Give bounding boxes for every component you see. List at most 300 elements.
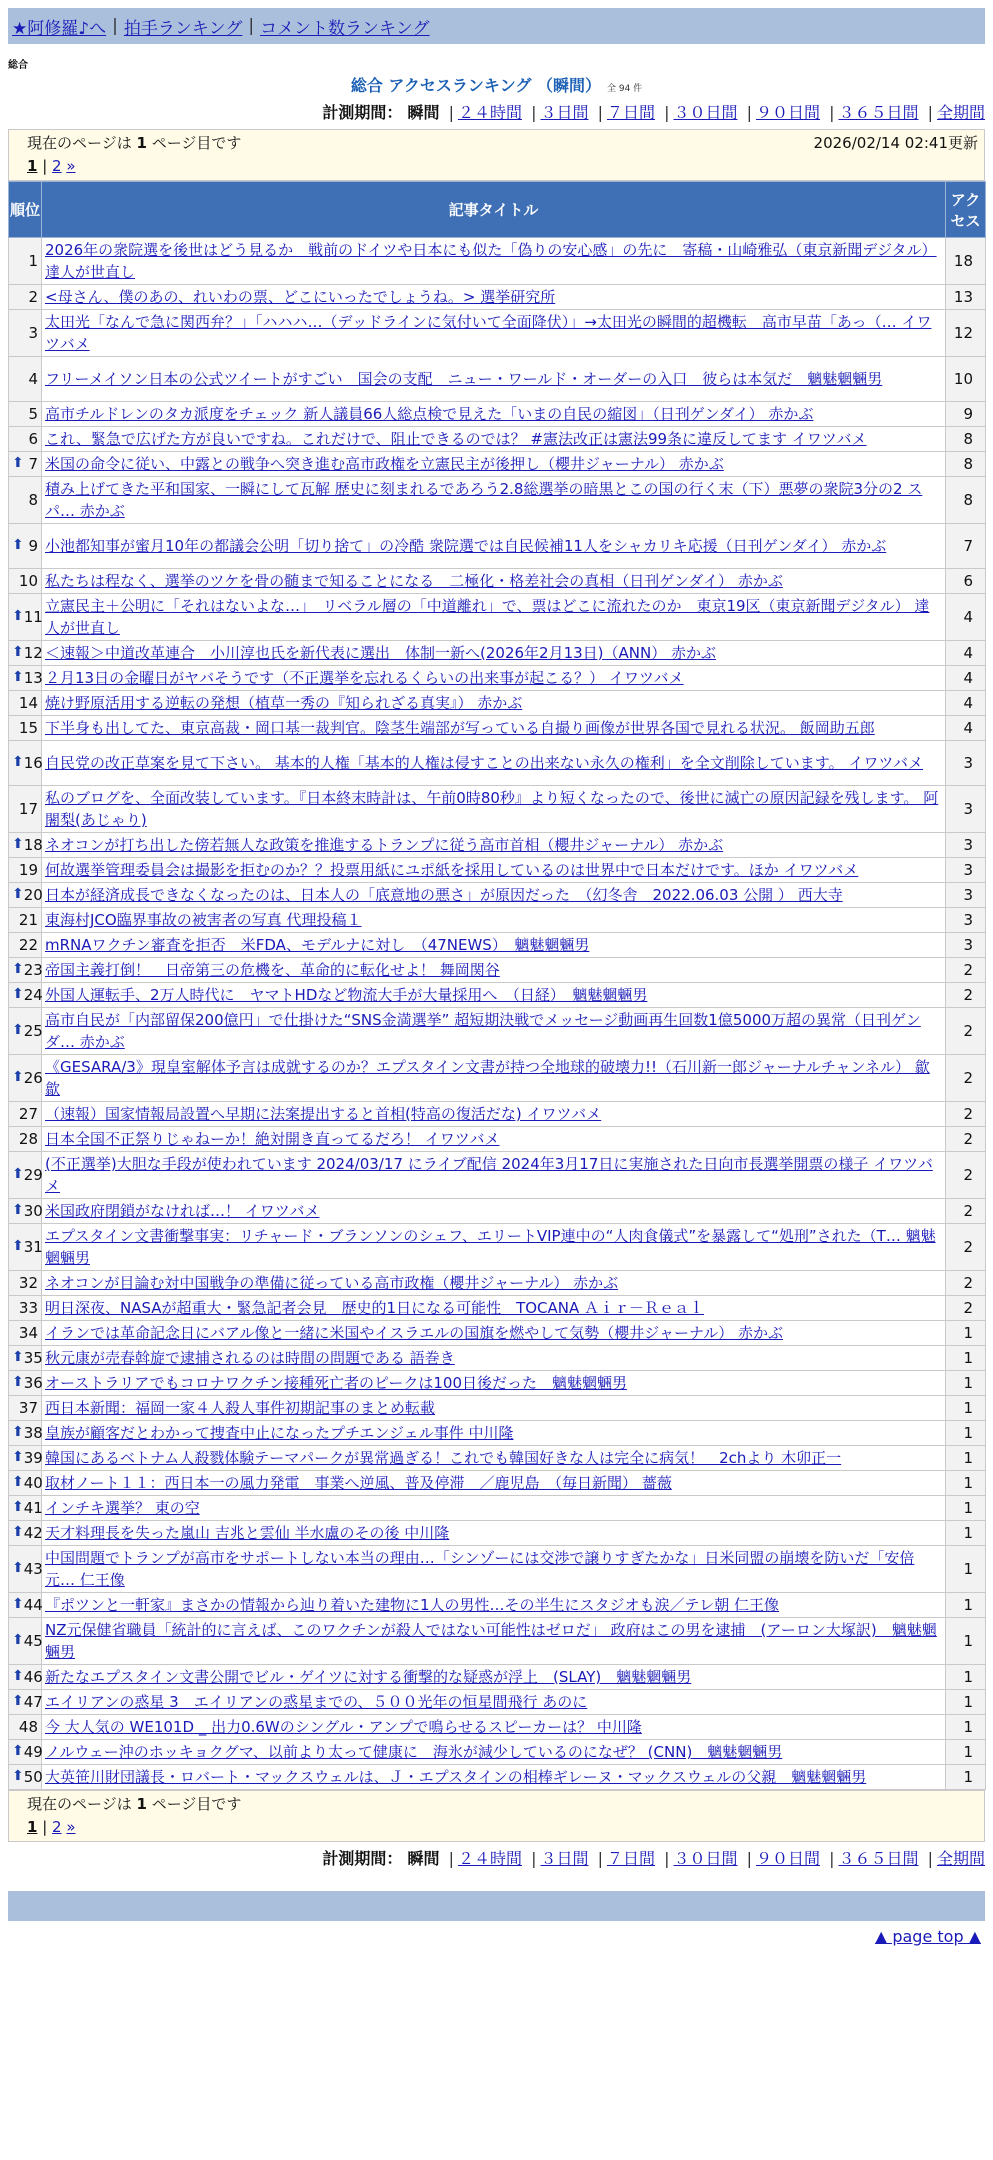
table-row bbox=[9, 285, 986, 310]
rank-number: 28 bbox=[18, 1130, 38, 1148]
table-row bbox=[9, 1421, 986, 1446]
rank-number: 39 bbox=[23, 1449, 43, 1467]
rank-up-arrow-icon: ⬆ bbox=[12, 1238, 24, 1254]
table-row bbox=[9, 594, 986, 641]
pager-bottom: 1 | 2 » bbox=[27, 1818, 76, 1836]
rank-number: 10 bbox=[18, 572, 38, 590]
article-title-link[interactable]: ノルウェー沖のホッキョクグマ、以前より太って健康に 海氷が減少しているのになぜ？ (CNN) 魑魅魍魎男 bbox=[45, 1743, 783, 1761]
rank-up-arrow-icon: ⬆ bbox=[12, 886, 24, 902]
rank-number: 12 bbox=[23, 644, 43, 662]
article-title-link[interactable]: ネオコンが打ち出した傍若無人な政策を推進するトランプに従う高市首相（櫻井ジャーナル） 赤かぶ bbox=[45, 836, 724, 854]
page-info-top bbox=[8, 129, 985, 181]
rank-number: 7 bbox=[28, 455, 38, 473]
table-row bbox=[9, 1055, 986, 1102]
period-24h-link[interactable]: ２４時間 bbox=[457, 103, 522, 122]
nav-separator: | bbox=[248, 16, 255, 36]
access-count: 1 bbox=[946, 1321, 986, 1346]
access-count: 4 bbox=[946, 666, 986, 691]
rank-cell bbox=[9, 1446, 42, 1471]
title-cell bbox=[42, 908, 946, 933]
table-row bbox=[9, 883, 986, 908]
access-count: 1 bbox=[946, 1346, 986, 1371]
title-cell bbox=[42, 1765, 946, 1790]
access-count: 9 bbox=[946, 402, 986, 427]
title-cell bbox=[42, 858, 946, 883]
period-30d-link[interactable]: ３０日間 bbox=[673, 103, 738, 122]
rank-up-arrow-icon: ⬆ bbox=[12, 836, 24, 852]
article-title-link[interactable]: 米国の命令に従い、中露との戦争へ突き進む高市政権を立憲民主が後押し（櫻井ジャーナル） 赤かぶ bbox=[45, 455, 724, 473]
title-cell bbox=[42, 357, 946, 402]
rank-up-arrow-icon: ⬆ bbox=[12, 1596, 24, 1612]
category-label: 総合 bbox=[8, 60, 28, 71]
table-row bbox=[9, 1396, 986, 1421]
article-title-link[interactable]: (不正選挙)大胆な手段が使われています 2024/03/17 にライブ配信 2024年3月17日に実施された日向市長選挙開票の様子 イワツバメ bbox=[45, 1155, 933, 1195]
table-row bbox=[9, 1496, 986, 1521]
table-row bbox=[9, 958, 986, 983]
rank-up-arrow-icon: ⬆ bbox=[12, 1069, 24, 1085]
rank-number: 27 bbox=[18, 1105, 38, 1123]
period-separator: | bbox=[664, 1849, 670, 1868]
title-cell bbox=[42, 1396, 946, 1421]
table-row bbox=[9, 1224, 986, 1271]
title-cell bbox=[42, 310, 946, 357]
article-title-link[interactable]: 秋元康が売春斡旋で逮捕されるのは時間の問題である 語巻き bbox=[45, 1349, 455, 1367]
rank-cell bbox=[9, 1546, 42, 1593]
access-count: 8 bbox=[946, 477, 986, 524]
rank-cell bbox=[9, 741, 42, 786]
rank-cell bbox=[9, 1296, 42, 1321]
page-title bbox=[0, 73, 993, 96]
rank-number: 35 bbox=[23, 1349, 43, 1367]
access-count: 10 bbox=[946, 357, 986, 402]
table-row bbox=[9, 1296, 986, 1321]
access-count: 1 bbox=[946, 1765, 986, 1790]
period-365d-link[interactable]: ３６５日間 bbox=[838, 103, 919, 122]
table-row bbox=[9, 524, 986, 569]
article-title-link[interactable]: 私たちは程なく、選挙のツケを骨の髄まで知ることになる 二極化・格差社会の真相（日刊ゲンダイ） 赤かぶ bbox=[45, 572, 783, 590]
article-title-link[interactable]: 皇族が顧客だとわかって捜査中止になったプチエンジェル事件 中川隆 bbox=[45, 1424, 514, 1442]
ranking-table bbox=[8, 181, 986, 1790]
access-count: 4 bbox=[946, 716, 986, 741]
page-info-bottom bbox=[8, 1790, 985, 1842]
period-3d-link[interactable]: ３日間 bbox=[540, 103, 589, 122]
article-title-link[interactable]: 『ポツンと一軒家』まさかの情報から辿り着いた建物に1人の男性…その半生にスタジオも涙／テレ朝 仁王像 bbox=[45, 1596, 780, 1614]
total-count: 全 94 件 bbox=[607, 84, 643, 94]
article-title-link[interactable]: NZ元保健省職員「統計的に言えば、このワクチンが殺人ではない可能性はゼロだ」 政府はこの男を逮捕 (アーロン大塚訳) 魑魅魍魎男 bbox=[45, 1621, 937, 1661]
access-count: 2 bbox=[946, 1055, 986, 1102]
access-count: 1 bbox=[946, 1618, 986, 1665]
rank-number: 2 bbox=[28, 288, 38, 306]
rank-cell bbox=[9, 1690, 42, 1715]
rank-cell bbox=[9, 1199, 42, 1224]
access-count: 12 bbox=[946, 310, 986, 357]
article-title-link[interactable]: 東海村JCO臨界事故の被害者の写真 代理投稿１ bbox=[45, 911, 362, 929]
nav-separator: | bbox=[112, 16, 118, 36]
rank-cell bbox=[9, 1008, 42, 1055]
title-cell bbox=[42, 569, 946, 594]
article-title-link[interactable]: 焼け野原活用する逆転の発想（植草一秀の『知られざる真実』） 赤かぶ bbox=[45, 694, 523, 712]
title-cell bbox=[42, 933, 946, 958]
rank-cell bbox=[9, 1521, 42, 1546]
rank-number: 44 bbox=[23, 1596, 43, 1614]
rank-number: 13 bbox=[23, 669, 43, 687]
pager-current-page: 1 bbox=[27, 157, 38, 175]
rank-up-arrow-icon: ⬆ bbox=[12, 1768, 24, 1784]
article-title-link[interactable]: 《GESARA/3》現皇室解体予言は成就するのか？エプスタイン文書が持つ全地球的破壊力!!（石川新一郎ジャーナルチャンネル） 歙歙 bbox=[45, 1058, 930, 1098]
article-title-link[interactable]: 米国政府閉鎖がなければ…！ イワツバメ bbox=[45, 1202, 320, 1220]
title-cell bbox=[42, 1618, 946, 1665]
rank-number: 49 bbox=[23, 1743, 43, 1761]
article-title-link[interactable]: これ、緊急で広げた方が良いですね。これだけで、阻止できるのでは？ #憲法改正は憲法99条に違反してます イワツバメ bbox=[45, 430, 867, 448]
rank-number: 34 bbox=[18, 1324, 38, 1342]
article-title-link[interactable]: 外国人運転手、2万人時代に ヤマトHDなど物流大手が大量採用へ （日経） 魑魅魍魎男 bbox=[45, 986, 648, 1004]
rank-number: 1 bbox=[28, 252, 38, 270]
rank-cell bbox=[9, 641, 42, 666]
period-all-link[interactable]: 全期間 bbox=[936, 103, 985, 122]
rank-up-arrow-icon: ⬆ bbox=[12, 754, 24, 770]
title-cell bbox=[42, 983, 946, 1008]
rank-number: 31 bbox=[23, 1238, 43, 1256]
rank-cell bbox=[9, 357, 42, 402]
rank-number: 26 bbox=[23, 1069, 43, 1087]
period-separator: | bbox=[829, 1849, 835, 1868]
period-separator: | bbox=[664, 103, 670, 122]
ranking-title: 総合 アクセスランキング （瞬間） bbox=[350, 76, 601, 95]
rank-cell bbox=[9, 1371, 42, 1396]
table-row bbox=[9, 452, 986, 477]
title-cell bbox=[42, 524, 946, 569]
table-row bbox=[9, 1102, 986, 1127]
access-count: 4 bbox=[946, 641, 986, 666]
rank-cell bbox=[9, 524, 42, 569]
access-count: 2 bbox=[946, 1102, 986, 1127]
period-label: 計測期間： bbox=[322, 1849, 403, 1868]
title-cell bbox=[42, 833, 946, 858]
rank-number: 23 bbox=[23, 961, 43, 979]
rank-cell bbox=[9, 452, 42, 477]
rank-cell bbox=[9, 883, 42, 908]
table-row bbox=[9, 908, 986, 933]
article-title-link[interactable]: 下半身も出してた、東京高裁・岡口基一裁判官。陰茎生端部が写っている自撮り画像が世界各国で見れる状況。 飯岡助五郎 bbox=[45, 719, 875, 737]
current-page-suffix: ページ目です bbox=[146, 134, 242, 152]
article-title-link[interactable]: インチキ選挙？ 東の空 bbox=[45, 1499, 200, 1517]
rank-up-arrow-icon: ⬆ bbox=[12, 644, 24, 660]
period-separator: | bbox=[531, 1849, 537, 1868]
title-cell bbox=[42, 1199, 946, 1224]
rank-up-arrow-icon: ⬆ bbox=[12, 669, 24, 685]
rank-number: 29 bbox=[23, 1166, 43, 1184]
access-count: 2 bbox=[946, 1271, 986, 1296]
article-title-link[interactable]: 2026年の衆院選を後世はどう見るか 戦前のドイツや日本にも似た「偽りの安心感」の先に 寄稿・山崎雅弘（東京新聞デジタル） 達人が世直し bbox=[45, 241, 937, 281]
article-title-link[interactable]: （速報）国家情報局設置へ早期に法案提出すると首相(特高の復活だな) イワツバメ bbox=[45, 1105, 602, 1123]
article-title-link[interactable]: 高市自民が「内部留保200億円」で仕掛けた“SNS金満選挙” 超短期決戦でメッセージ動画再生回数1億5000万超の異常（日刊ゲンダ… 赤かぶ bbox=[45, 1011, 921, 1051]
rank-number: 40 bbox=[23, 1474, 43, 1492]
article-title-link[interactable]: 韓国にあるベトナム人殺戮体験テーマパークが異常過ぎる！これでも韓国好きな人は完全に病気！ 2chより 木卯正一 bbox=[45, 1449, 842, 1467]
rank-cell bbox=[9, 958, 42, 983]
table-row bbox=[9, 691, 986, 716]
page-top-link[interactable]: ▲ page top ▲ bbox=[874, 1927, 981, 1946]
access-count: 1 bbox=[946, 1446, 986, 1471]
article-title-link[interactable]: ＜速報＞中道改革連合 小川淳也氏を新代表に選出 体制一新へ(2026年2月13日)（ANN） 赤かぶ bbox=[45, 644, 716, 662]
title-cell bbox=[42, 402, 946, 427]
period-separator: | bbox=[448, 1849, 454, 1868]
access-count: 3 bbox=[946, 908, 986, 933]
rank-number: 45 bbox=[23, 1632, 43, 1650]
rank-number: 22 bbox=[18, 936, 38, 954]
rank-cell bbox=[9, 1593, 42, 1618]
title-cell bbox=[42, 1715, 946, 1740]
title-cell bbox=[42, 452, 946, 477]
table-row bbox=[9, 641, 986, 666]
table-row bbox=[9, 1521, 986, 1546]
current-page-text bbox=[27, 1793, 978, 1814]
title-cell bbox=[42, 1102, 946, 1127]
table-row bbox=[9, 1471, 986, 1496]
bottom-bar bbox=[8, 1891, 985, 1921]
access-count: 3 bbox=[946, 786, 986, 833]
rank-up-arrow-icon: ⬆ bbox=[12, 1202, 24, 1218]
pager-next-link[interactable]: » bbox=[66, 1818, 76, 1836]
comment-ranking-link[interactable]: コメント数ランキング bbox=[260, 18, 430, 39]
article-title-link[interactable]: 積み上げてきた平和国家、一瞬にして瓦解 歴史に刻まれるであろう2.8総選挙の暗黒とこの国の行く末（下）悪夢の衆院3分の2 スパ… 赤かぶ bbox=[45, 480, 923, 520]
table-row bbox=[9, 1127, 986, 1152]
rank-up-arrow-icon: ⬆ bbox=[12, 1022, 24, 1038]
rank-up-arrow-icon: ⬆ bbox=[12, 1349, 24, 1365]
rank-number: 5 bbox=[28, 405, 38, 423]
rank-up-arrow-icon: ⬆ bbox=[12, 1474, 24, 1490]
access-count: 4 bbox=[946, 594, 986, 641]
rank-number: 33 bbox=[18, 1299, 38, 1317]
title-cell bbox=[42, 1152, 946, 1199]
pager-next-link[interactable]: » bbox=[66, 157, 76, 175]
rank-up-arrow-icon: ⬆ bbox=[12, 1693, 24, 1709]
page-top-container bbox=[0, 1927, 981, 1946]
rank-cell bbox=[9, 1396, 42, 1421]
table-row bbox=[9, 427, 986, 452]
period-7d-link[interactable]: ７日間 bbox=[606, 103, 655, 122]
article-title-link[interactable]: フリーメイソン日本の公式ツイートがすごい 国会の支配 ニュー・ワールド・オーダーの入口 彼らは本気だ 魑魅魍魎男 bbox=[45, 370, 883, 388]
article-title-link[interactable]: 日本が経済成長できなくなったのは、日本人の「底意地の悪さ」が原因だった （幻冬舎 2022.06.03 公開 ） 西大寺 bbox=[45, 886, 843, 904]
period-90d-link[interactable]: ９０日間 bbox=[755, 1849, 820, 1868]
period-24h-link[interactable]: ２４時間 bbox=[457, 1849, 522, 1868]
period-selector-top bbox=[0, 100, 985, 123]
access-count: 3 bbox=[946, 933, 986, 958]
access-count: 7 bbox=[946, 524, 986, 569]
period-separator: | bbox=[829, 103, 835, 122]
rank-up-arrow-icon: ⬆ bbox=[12, 537, 24, 553]
rank-up-arrow-icon: ⬆ bbox=[12, 1499, 24, 1515]
rank-cell bbox=[9, 1055, 42, 1102]
article-title-link[interactable]: 西日本新聞：福岡一家４人殺人事件初期記事のまとめ転載 bbox=[45, 1399, 436, 1417]
access-count: 3 bbox=[946, 858, 986, 883]
table-row bbox=[9, 310, 986, 357]
table-row bbox=[9, 1199, 986, 1224]
article-title-link[interactable]: 天才料理長を失った嵐山 吉兆と雲仙 半水盧のその後 中川隆 bbox=[45, 1524, 450, 1542]
access-count: 6 bbox=[946, 569, 986, 594]
access-count: 2 bbox=[946, 1008, 986, 1055]
current-page-suffix: ページ目です bbox=[146, 1795, 242, 1813]
title-cell bbox=[42, 427, 946, 452]
title-cell bbox=[42, 1521, 946, 1546]
table-row bbox=[9, 1690, 986, 1715]
article-title-link[interactable]: オーストラリアでもコロナワクチン接種死亡者のピークは100日後だった 魑魅魍魎男 bbox=[45, 1374, 627, 1392]
table-row bbox=[9, 357, 986, 402]
article-title-link[interactable]: イランでは革命記念日にバアル像と一緒に米国やイスラエルの国旗を燃やして気勢（櫻井ジャーナル） 赤かぶ bbox=[45, 1324, 783, 1342]
period-90d-link[interactable]: ９０日間 bbox=[755, 103, 820, 122]
article-title-link[interactable]: 中国問題でトランプが高市をサポートしない本当の理由…「シンゾーには交渉で譲りすぎたかな」日米同盟の崩壊を防いだ「安倍元… 仁王像 bbox=[45, 1549, 915, 1589]
rank-cell bbox=[9, 716, 42, 741]
rank-cell bbox=[9, 402, 42, 427]
article-title-link[interactable]: 私のブログを、全面改装しています。『日本終末時計は、午前0時80秒』より短くなったので、後世に滅亡の原因記録を残します。 阿闍梨(あじゃり) bbox=[45, 789, 939, 829]
pager-page-2-link[interactable]: 2 bbox=[52, 1818, 62, 1836]
period-separator: | bbox=[531, 103, 537, 122]
table-row bbox=[9, 833, 986, 858]
title-cell bbox=[42, 883, 946, 908]
period-3d-link[interactable]: ３日間 bbox=[540, 1849, 589, 1868]
article-title-link[interactable]: 明日深夜、NASAが超重大・緊急記者会見 歴史的1日になる可能性 TOCANA Ａｉｒ－Ｒｅａｌ bbox=[45, 1299, 705, 1317]
article-title-link[interactable]: 自民党の改正草案を見て下さい。 基本的人権「基本的人権は侵すことの出来ない永久の権利」を全文削除しています。 イワツバメ bbox=[45, 754, 924, 772]
access-count: 1 bbox=[946, 1496, 986, 1521]
rank-number: 37 bbox=[18, 1399, 38, 1417]
access-count: 1 bbox=[946, 1690, 986, 1715]
access-count: 1 bbox=[946, 1371, 986, 1396]
rank-up-arrow-icon: ⬆ bbox=[12, 608, 24, 624]
current-page-number: 1 bbox=[136, 1795, 147, 1813]
access-count: 3 bbox=[946, 741, 986, 786]
rank-number: 15 bbox=[18, 719, 38, 737]
title-cell bbox=[42, 666, 946, 691]
article-title-link[interactable]: 何故選挙管理委員会は撮影を拒むのか？？投票用紙にユポ紙を採用しているのは世界中で日本だけです。ほか イワツバメ bbox=[45, 861, 859, 879]
table-row bbox=[9, 1152, 986, 1199]
current-page-number: 1 bbox=[136, 134, 147, 152]
period-7d-link[interactable]: ７日間 bbox=[606, 1849, 655, 1868]
table-row bbox=[9, 1371, 986, 1396]
table-row bbox=[9, 1765, 986, 1790]
article-title-link[interactable]: ２月13日の金曜日がヤバそうです（不正選挙を忘れるくらいの出来事が起こる？） イワツバメ bbox=[45, 669, 684, 687]
article-title-link[interactable]: 新たなエプスタイン文書公開でビル・ゲイツに対する衝撃的な疑惑が浮上 (SLAY) 魑魅魍魎男 bbox=[45, 1668, 692, 1686]
rank-number: 11 bbox=[23, 608, 43, 626]
article-title-link[interactable]: 取材ノート１１：西日本一の風力発電 事業へ逆風、普及停滞 ／鹿児島 （毎日新聞） 薔薇 bbox=[45, 1474, 672, 1492]
period-365d-link[interactable]: ３６５日間 bbox=[838, 1849, 919, 1868]
article-title-link[interactable]: ネオコンが目論む対中国戦争の準備に従っている高市政権（櫻井ジャーナル） 赤かぶ bbox=[45, 1274, 619, 1292]
current-page-prefix: 現在のページは bbox=[27, 1795, 137, 1813]
rank-number: 43 bbox=[23, 1560, 43, 1578]
table-row bbox=[9, 238, 986, 285]
title-cell bbox=[42, 1224, 946, 1271]
period-separator: | bbox=[927, 103, 933, 122]
title-cell bbox=[42, 1471, 946, 1496]
rank-number: 18 bbox=[23, 836, 43, 854]
rank-number: 17 bbox=[18, 800, 38, 818]
rank-cell bbox=[9, 983, 42, 1008]
rank-number: 8 bbox=[28, 491, 38, 509]
period-label: 計測期間： bbox=[322, 103, 403, 122]
updated-timestamp: 2026/02/14 02:41更新 bbox=[813, 134, 978, 152]
rank-up-arrow-icon: ⬆ bbox=[12, 1166, 24, 1182]
period-selector-bottom bbox=[0, 1846, 985, 1869]
title-cell bbox=[42, 1008, 946, 1055]
rank-number: 21 bbox=[18, 911, 38, 929]
article-title-link[interactable]: 小池都知事が蜜月10年の都議会公明「切り捨て」の冷酷 衆院選では自民候補11人をシャカリキ応援（日刊ゲンダイ） 赤かぶ bbox=[45, 537, 887, 555]
title-cell bbox=[42, 477, 946, 524]
access-count: 3 bbox=[946, 883, 986, 908]
table-row bbox=[9, 1446, 986, 1471]
article-title-link[interactable]: <母さん、僕のあの、れいわの票、どこにいったでしょうね。> 選挙研究所 bbox=[45, 288, 556, 306]
rank-cell bbox=[9, 1740, 42, 1765]
pager-current-page: 1 bbox=[27, 1818, 38, 1836]
table-row bbox=[9, 983, 986, 1008]
current-page-prefix: 現在のページは bbox=[27, 134, 137, 152]
article-title-link[interactable]: エプスタイン文書衝撃事実：リチャード・ブランソンのシェフ、エリートVIP連中の“人肉食儀式”を暴露して“処刑”された（T… 魑魅魍魎男 bbox=[45, 1227, 936, 1267]
article-title-link[interactable]: エイリアンの惑星 3 エイリアンの惑星までの、５００光年の恒星間飛行 あのに bbox=[45, 1693, 588, 1711]
access-count: 2 bbox=[946, 1224, 986, 1271]
rank-number: 48 bbox=[18, 1718, 38, 1736]
rank-cell bbox=[9, 1618, 42, 1665]
rank-number: 30 bbox=[23, 1202, 43, 1220]
article-title-link[interactable]: 高市チルドレンのタカ派度をチェック 新人議員66人総点検で見えた「いまの自民の縮図」（日刊ゲンダイ） 赤かぶ bbox=[45, 405, 814, 423]
title-cell bbox=[42, 594, 946, 641]
rank-number: 42 bbox=[23, 1524, 43, 1542]
article-title-link[interactable]: 太田光「なんで急に関西弁？」「ハハハ…（デッドラインに気付いて全面降伏）」→太田光の瞬間的超機転 高市早苗「あっ（… イワツバメ bbox=[45, 313, 932, 353]
title-cell bbox=[42, 1371, 946, 1396]
title-cell bbox=[42, 716, 946, 741]
rank-column-header: 順位 bbox=[9, 182, 42, 238]
table-row bbox=[9, 1740, 986, 1765]
home-link[interactable]: ★阿修羅♪へ bbox=[12, 18, 107, 39]
rank-cell bbox=[9, 1765, 42, 1790]
rank-up-arrow-icon: ⬆ bbox=[12, 1374, 24, 1390]
period-all-link[interactable]: 全期間 bbox=[936, 1849, 985, 1868]
article-title-link[interactable]: 大英笹川財団議長・ロバート・マックスウェルは、Ｊ・エプスタインの相棒ギレーヌ・マックスウェルの父親 魑魅魍魎男 bbox=[45, 1768, 867, 1786]
title-cell bbox=[42, 1665, 946, 1690]
rank-cell bbox=[9, 1346, 42, 1371]
rank-number: 32 bbox=[18, 1274, 38, 1292]
rank-cell bbox=[9, 1421, 42, 1446]
rank-number: 38 bbox=[23, 1424, 43, 1442]
rank-number: 6 bbox=[28, 430, 38, 448]
title-cell bbox=[42, 1593, 946, 1618]
article-title-link[interactable]: 今 大人気の WE101D _ 出力0.6Wのシングル・アンプで鳴らせるスピーカーは？ 中川隆 bbox=[45, 1718, 642, 1736]
rank-up-arrow-icon: ⬆ bbox=[12, 1424, 24, 1440]
rank-up-arrow-icon: ⬆ bbox=[12, 986, 24, 1002]
pager-page-2-link[interactable]: 2 bbox=[52, 157, 62, 175]
period-30d-link[interactable]: ３０日間 bbox=[673, 1849, 738, 1868]
table-row bbox=[9, 569, 986, 594]
rank-number: 14 bbox=[18, 694, 38, 712]
article-title-link[interactable]: 帝国主義打倒！ 日帝第三の危機を、革命的に転化せよ！ 舞岡関谷 bbox=[45, 961, 500, 979]
title-cell bbox=[42, 786, 946, 833]
access-count: 2 bbox=[946, 958, 986, 983]
title-cell bbox=[42, 691, 946, 716]
access-count: 3 bbox=[946, 833, 986, 858]
table-row bbox=[9, 1593, 986, 1618]
period-separator: | bbox=[927, 1849, 933, 1868]
rank-up-arrow-icon: ⬆ bbox=[12, 1632, 24, 1648]
period-separator: | bbox=[597, 103, 603, 122]
rank-up-arrow-icon: ⬆ bbox=[12, 1743, 24, 1759]
clap-ranking-link[interactable]: 拍手ランキング bbox=[123, 18, 243, 39]
access-count: 1 bbox=[946, 1593, 986, 1618]
title-cell bbox=[42, 1055, 946, 1102]
access-count: 1 bbox=[946, 1396, 986, 1421]
rank-cell bbox=[9, 1665, 42, 1690]
article-title-link[interactable]: 立憲民主＋公明に「それはないよな…」 リベラル層の「中道離れ」で、票はどこに流れたのか 東京19区（東京新聞デジタル） 達人が世直し bbox=[45, 597, 930, 637]
article-title-link[interactable]: mRNAワクチン審査を拒否 米FDA、モデルナに対し （47NEWS） 魑魅魍魎男 bbox=[45, 936, 590, 954]
rank-cell bbox=[9, 238, 42, 285]
title-cell bbox=[42, 238, 946, 285]
rank-number: 41 bbox=[23, 1499, 43, 1517]
article-title-link[interactable]: 日本全国不正祭りじゃねーか！絶対開き直ってるだろ！ イワツバメ bbox=[45, 1130, 500, 1148]
